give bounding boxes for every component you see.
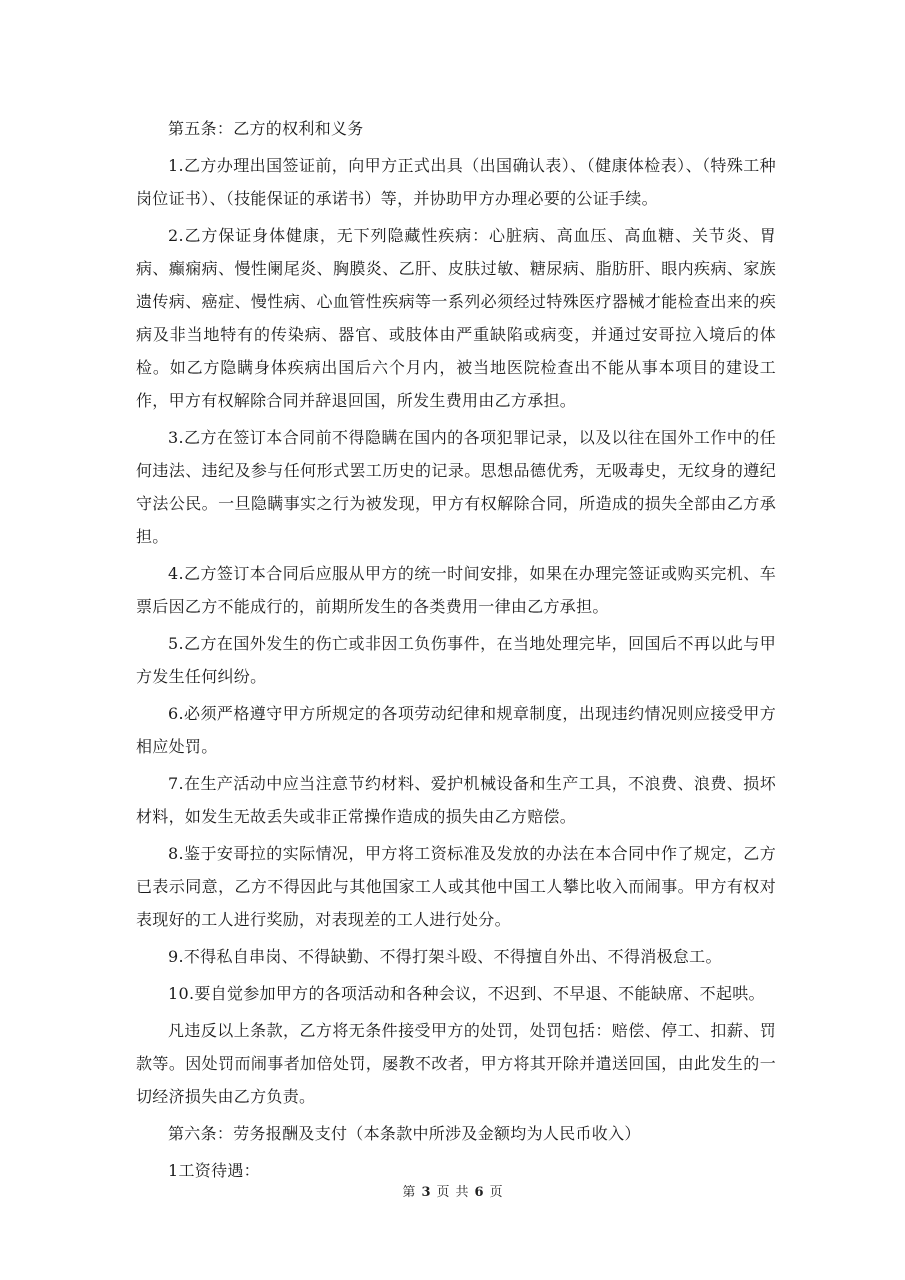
footer-page-number: 3 [421,1185,431,1200]
article-5-item-4: 4.乙方签订本合同后应服从甲方的统一时间安排，如果在办理完签证或购买完机、车票后因乙方不能成行的，前期所发生的各类费用一律由乙方承担。 [136,564,776,616]
article-6-heading: 第六条：劳务报酬及支付（本条款中所涉及金额均为人民币收入） [168,1124,641,1143]
article-5-heading: 第五条：乙方的权利和义务 [168,119,364,138]
article-5-item-1: 1.乙方办理出国签证前，向甲方正式出具（出国确认表）、（健康体检表）、（特殊工种岗位证书）、（技能保证的承诺书）等，并协助甲方办理必要的公证手续。 [136,156,776,208]
article-5-item-9: 9.不得私自串岗、不得缺勤、不得打架斗殴、不得擅自外出、不得消极怠工。 [168,947,722,966]
article-5-item-8: 8.鉴于安哥拉的实际情况，甲方将工资标准及发放的办法在本合同中作了规定，乙方已表示同意，乙方不得因此与其他国家工人或其他中国工人攀比收入而闹事。甲方有权对表现好的工人进行奖励，对表现差的工人进行处分。 [136,844,776,929]
article-5-item-10: 10.要自觉参加甲方的各项活动和各种会议，不迟到、不早退、不能缺席、不起哄。 [168,984,765,1003]
article-5-item-3: 3.乙方在签订本合同前不得隐瞒在国内的各项犯罪记录，以及以往在国外工作中的任何违法、违纪及参与任何形式罢工历史的记录。思想品德优秀，无吸毒史，无纹身的遵纪守法公民。一旦隐瞒事实之行为被发现，甲方有权解除合同，所造成的损失全部由乙方承担。 [136,428,776,546]
footer-total-word: 共 [455,1185,469,1200]
footer-prefix: 第 [402,1185,416,1200]
article-5-item-6: 6.必须严格遵守甲方所规定的各项劳动纪律和规章制度，出现违约情况则应接受甲方相应处罚。 [136,704,776,756]
page-footer [0,1184,905,1202]
article-5-item-7: 7.在生产活动中应当注意节约材料、爱护机械设备和生产工具，不浪费、浪费、损坏材料，如发生无故丢失或非正常操作造成的损失由乙方赔偿。 [136,774,776,826]
footer-total-pages: 6 [474,1185,484,1200]
footer-page-word: 页 [436,1185,450,1200]
article-5-item-5: 5.乙方在国外发生的伤亡或非因工负伤事件，在当地处理完毕，回国后不再以此与甲方发生任何纠纷。 [136,634,776,686]
page-content [136,112,776,1187]
article-5-item-2: 2.乙方保证身体健康，无下列隐藏性疾病：心脏病、高血压、高血糖、关节炎、胃病、癫痫病、慢性阑尾炎、胸膜炎、乙肝、皮肤过敏、糖尿病、脂肪肝、眼内疾病、家族遗传病、癌症、慢性病、心血管性疾病等一系列必须经过特殊医疗器械才能检查出来的疾病及非当地特有的传染病、器官、或肢体由严重缺陷或病变，并通过安哥拉入境后的体检。如乙方隐瞒身体疾病出国后六个月内，被当地医院检查出不能从事本项目的建设工作，甲方有权解除合同并辞退回国，所发生费用由乙方承担。 [136,226,776,410]
article-5-penalty-clause: 凡违反以上条款，乙方将无条件接受甲方的处罚，处罚包括：赔偿、停工、扣薪、罚款等。因处罚而闹事者加倍处罚，屡教不改者，甲方将其开除并遣送回国，由此发生的一切经济损失由乙方负责。 [136,1021,776,1106]
article-6-subheading-wages: 1工资待遇： [168,1161,260,1180]
footer-suffix: 页 [489,1185,503,1200]
